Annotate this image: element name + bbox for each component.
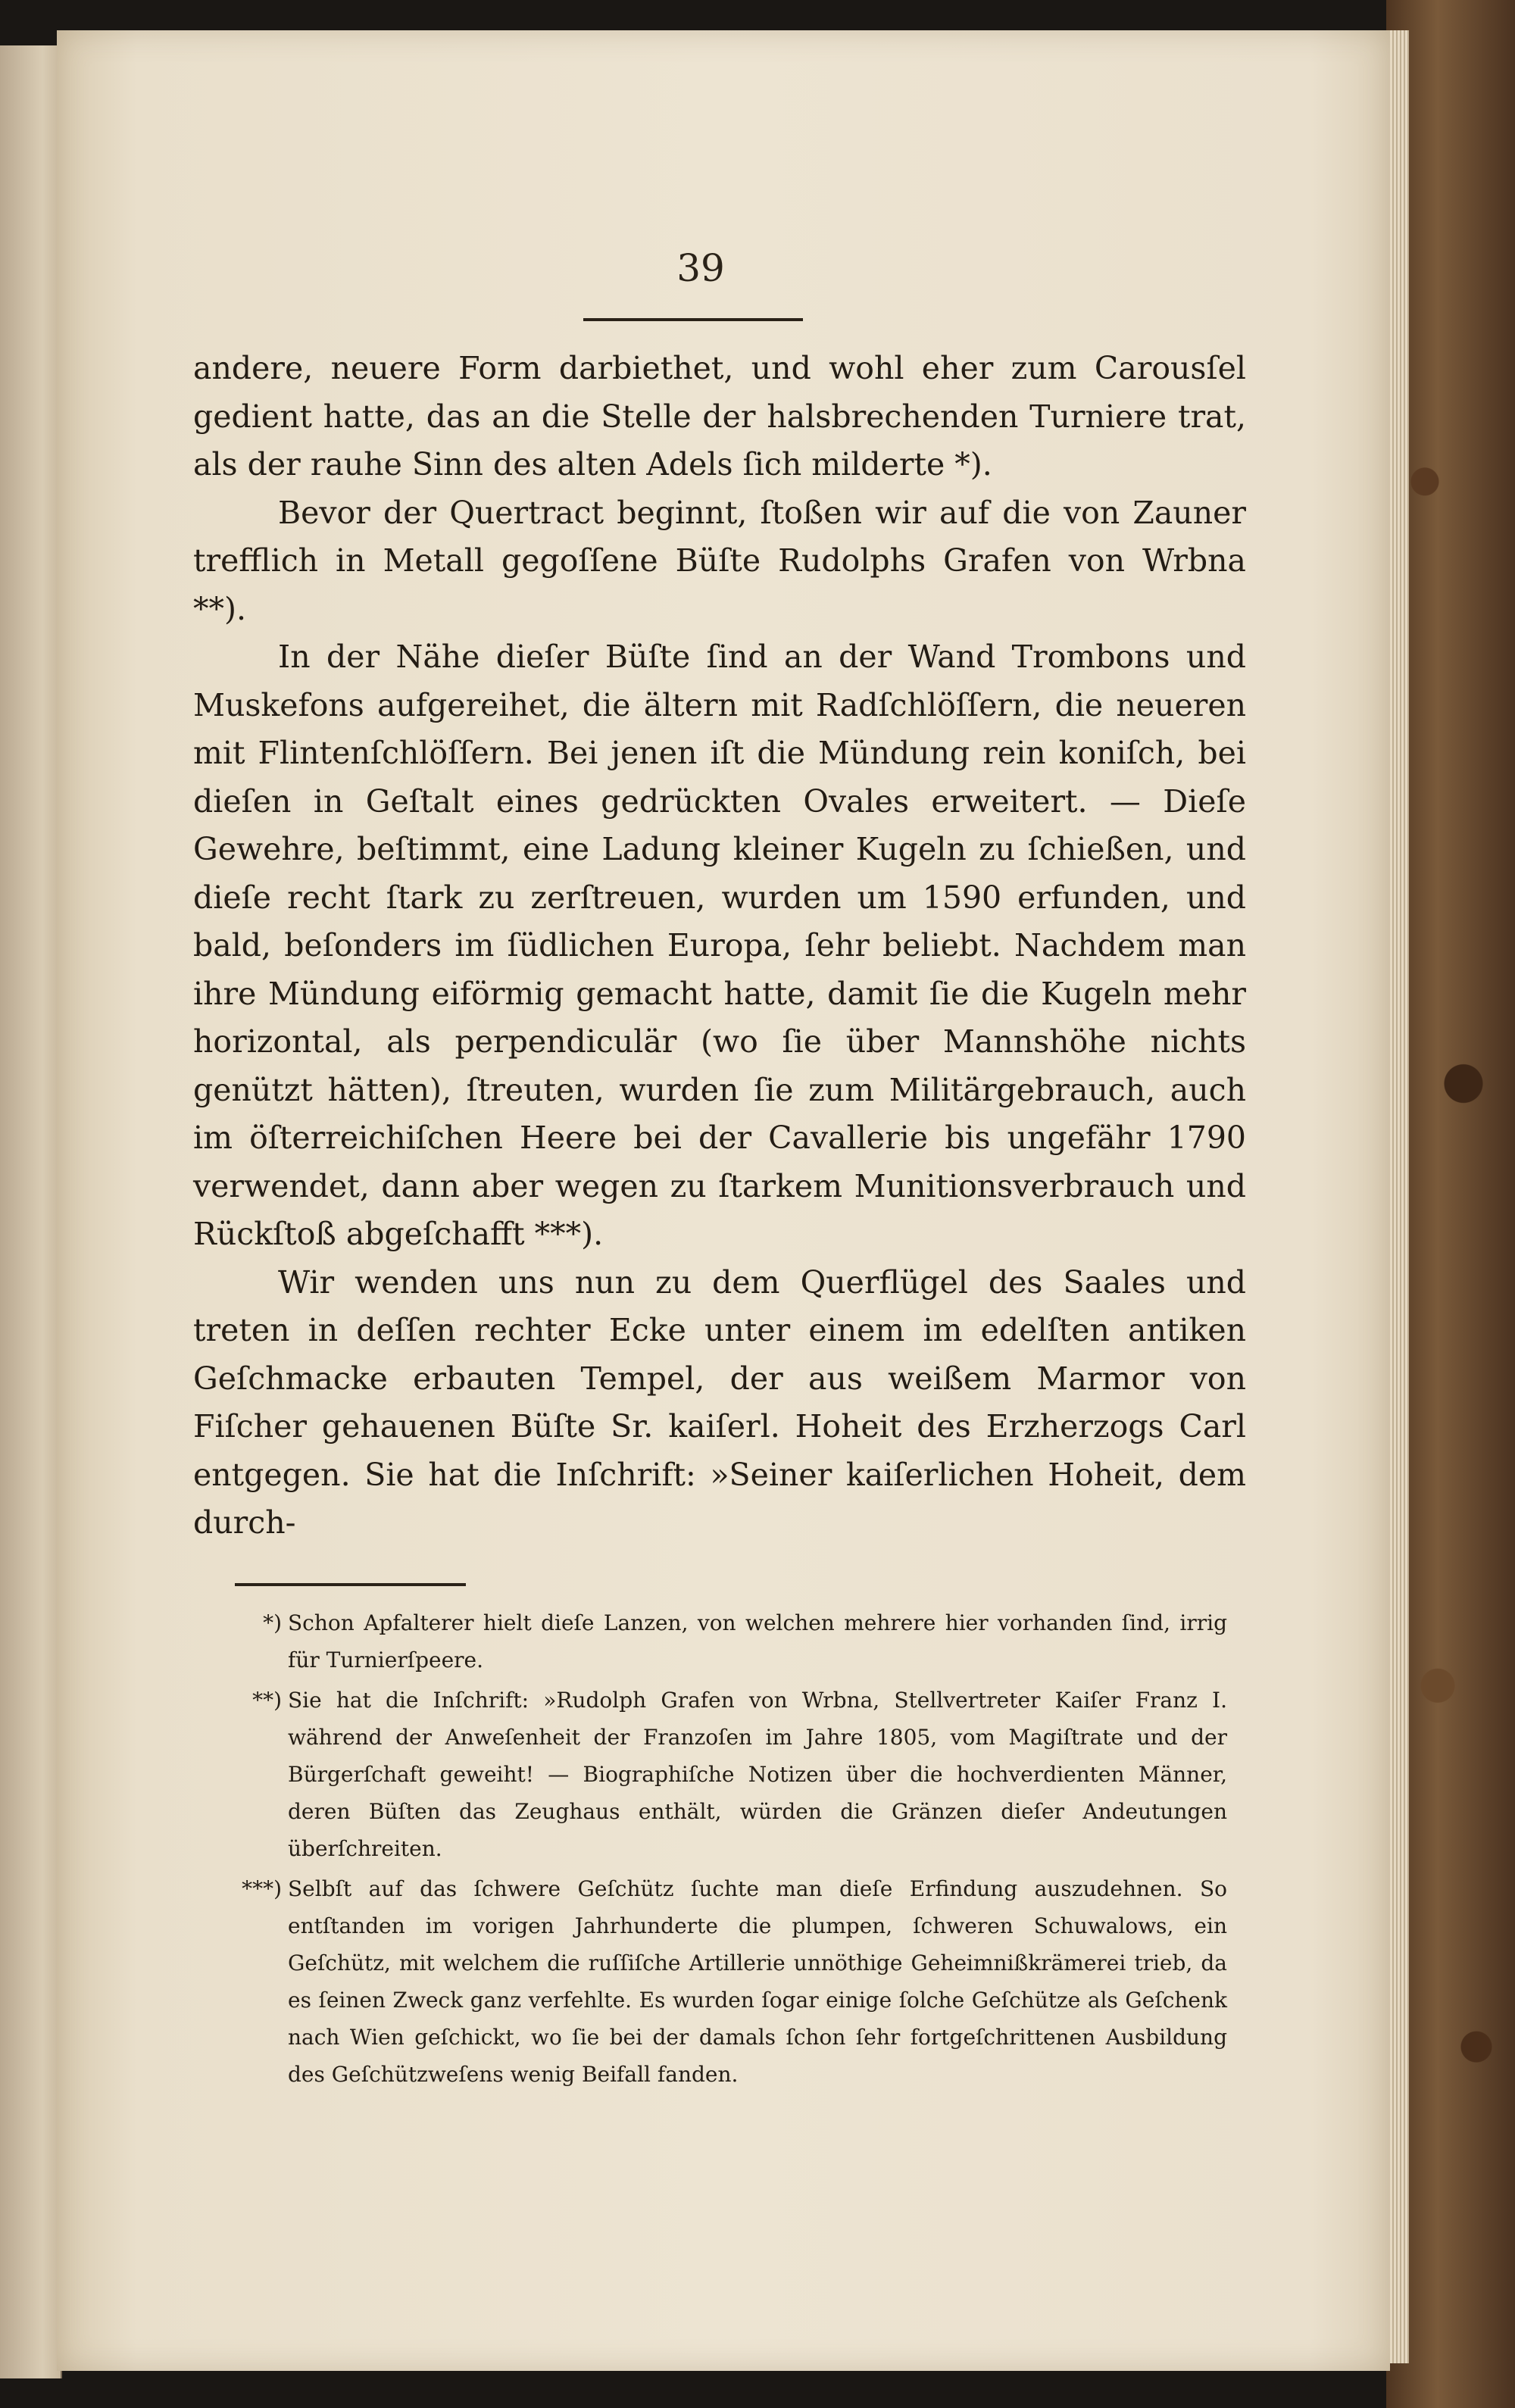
book-page: [57, 30, 1390, 2371]
footnote: [227, 1604, 1227, 1679]
footnote-text: Sie hat die Inſchrift: »Rudolph Grafen von Wrbna, Stellvertreter Kaiſer Franz I. während der Anweſenheit der Franzoſen im Jahre 1805, vom Magiſtrate und der Bürgerſchaft geweiht! — Biographiſche Notizen über die hochverdienten Männer, deren Büſten das Zeughaus enthält, würden die Gränzen dieſer Andeutungen überſchreiten.: [288, 1688, 1227, 1861]
footnote: [227, 1870, 1227, 2093]
footnote-text: Schon Apfalterer hielt dieſe Lanzen, von welchen mehrere hier vorhanden ſind, irrig für Turnierſpeere.: [288, 1610, 1227, 1672]
footnote-mark: **): [252, 1688, 282, 1713]
paragraph: Bevor der Quertract beginnt, ſtoßen wir auf die von Zauner trefflich in Metall gegoſſene Büſte Rudolphs Grafen von Wrbna **).: [193, 494, 1246, 627]
paragraph: In der Nähe dieſer Büſte ſind an der Wand Trombons und Muskefons aufgereihet, die ältern mit Radſchlöſſern, die neueren mit Flintenſchlöſſern. Bei jenen iſt die Mündung rein koniſch, bei dieſen in Geſtalt eines gedrückten Ovales erweitert. — Dieſe Gewehre, beſtimmt, eine Ladung kleiner Kugeln zu ſchießen, und dieſe recht ſtark zu zerſtreuen, wurden um 1590 erfunden, und bald, beſonders im ſüdlichen Europa, ſehr beliebt. Nachdem man ihre Mündung eiförmig gemacht hatte, damit ſie die Kugeln mehr horizontal, als perpendiculär (wo ſie über Mannshöhe nichts genützt hätten), ſtreuten, wurden ſie zum Militärgebrauch, auch im öſterreichiſchen Heere bei der Cavallerie bis ungefähr 1790 verwendet, dann aber wegen zu ſtarkem Munitionsverbrauch und Rückſtoß abgeſchafft ***).: [193, 639, 1246, 1252]
paragraph: Wir wenden uns nun zu dem Querflügel des Saales und treten in deſſen rechter Ecke unter einem im edelſten antiken Geſchmacke erbauten Tempel, der aus weißem Marmor von Fiſcher gehauenen Büſte Sr. kaiſerl. Hoheit des Erzherzogs Carl entgegen. Sie hat die Inſchrift: »Seiner kaiſerlichen Hoheit, dem durch-: [193, 1263, 1246, 1541]
footnote-mark: *): [263, 1610, 282, 1635]
body-text: [193, 345, 1246, 1548]
footnote-mark: ***): [242, 1876, 282, 1901]
paragraph: andere, neuere Form darbiethet, und wohl eher zum Carousſel gedient hatte, das an die Stelle der halsbrechenden Turniere trat, als der rauhe Sinn des alten Adels ſich milderte *).: [193, 350, 1246, 483]
header-rule: [583, 318, 803, 321]
footnotes: [227, 1604, 1227, 2096]
footnote-rule: [235, 1583, 466, 1586]
adjacent-page-edge: [0, 45, 62, 2378]
footnote: [227, 1682, 1227, 1867]
footnote-text: Selbſt auf das ſchwere Geſchütz ſuchte man dieſe Erfindung auszudehnen. So entſtanden im vorigen Jahrhunderte die plumpen, ſchweren Schuwalows, ein Geſchütz, mit welchem die ruſſiſche Artillerie unnöthige Geheimnißkrämerei trieb, da es ſeinen Zweck ganz verfehlte. Es wurden ſogar einige ſolche Geſchütze als Geſchenk nach Wien geſchickt, wo ſie bei der damals ſchon ſehr fortgeſchrittenen Ausbildung des Geſchützweſens wenig Beifall fanden.: [288, 1876, 1227, 2087]
page-number: 39: [676, 246, 725, 290]
